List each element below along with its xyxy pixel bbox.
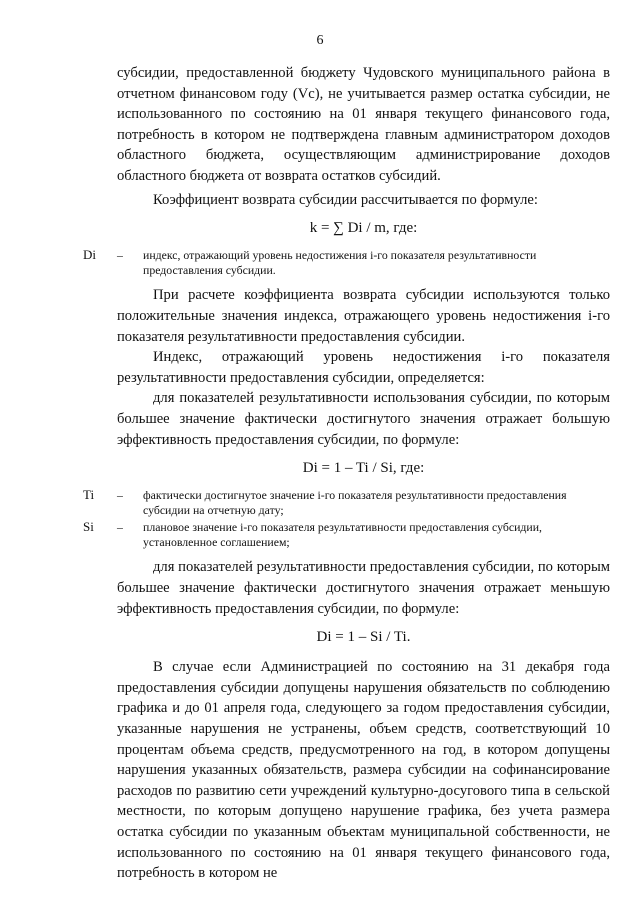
definition-symbol: Di	[83, 247, 96, 263]
paragraph-6: для показателей результативности предоставления субсидии, по которым большее значение фактически достигнутого значения отражает меньшую эффективность предоставления субсидии, по формуле:	[117, 559, 610, 617]
definition-text: индекс, отражающий уровень недостижения i-го показателя результативности предоставления субсидии.	[143, 248, 537, 277]
definition-text: фактически достигнутое значение i-го показателя результативности предоставления субсидии на отчетную дату;	[143, 488, 567, 517]
paragraph-7: В случае если Администрацией по состоянию на 31 декабря года предоставления субсидии допущены нарушения обязательств по соблюдению графика и до 01 апреля года, следующего за годом предоставления субсидии, указанные нарушения не устранены, объем средств, соответствующий 10 процентам объема средств, предусмотренного на год, в котором допущены нарушения указанных обязательств, размера субсидии на софинансирование расходов по развитию сети учреждений культурно-досугового типа в сельской местности, по которым допущено нарушение графика, без учета размера остатка субсидии по указанным объектам муниципальной собственности, не использованного по состоянию на 01 января текущего финансового года, потребность в котором не	[117, 659, 610, 882]
definition-item	[83, 248, 610, 277]
definition-text: плановое значение i-го показателя результативности предоставления субсидии, установленное соглашением;	[143, 520, 542, 549]
formula-coefficient: k = ∑ Di / m, где:	[309, 220, 418, 237]
definition-dash: –	[117, 488, 123, 503]
page-number: 6	[316, 33, 324, 48]
definitions-list-2	[83, 488, 610, 549]
paragraph-2: Коэффициент возврата субсидии рассчитывается по формуле:	[153, 191, 538, 208]
definition-symbol: Ti	[83, 487, 95, 503]
definition-dash: –	[117, 520, 123, 535]
formula-index-inverse: Di = 1 – Si / Ti.	[316, 629, 411, 646]
definition-item	[83, 488, 610, 517]
definition-symbol: Si	[83, 519, 94, 535]
definitions-list-1	[83, 248, 610, 277]
paragraph-1: субсидии, предоставленной бюджету Чудовского муниципального района в отчетном финансовом году (Vc), не учитывается размер остатка субсидии, не использованного по состоянию на 01 января текущего финансового года, потребность в котором не подтверждена главным администратором доходов областного бюджета, осуществляющим администрирование доходов областного бюджета от возврата остатков субсидий.	[117, 65, 610, 184]
paragraph-5: для показателей результативности использования субсидии, по которым большее значение фактически достигнутого значения отражает большую эффективность предоставления субсидии, по формуле:	[117, 390, 610, 448]
definition-item	[83, 520, 610, 549]
document-body	[83, 63, 610, 884]
formula-index-direct: Di = 1 – Ti / Si, где:	[302, 460, 425, 477]
definition-dash: –	[117, 248, 123, 263]
paragraph-4: Индекс, отражающий уровень недостижения i-го показателя результативности предоставления субсидии, определяется:	[117, 349, 610, 386]
paragraph-3: При расчете коэффициента возврата субсидии используются только положительные значения индекса, отражающего уровень недостижения i-го показателя результативности предоставления субсидии.	[117, 287, 610, 345]
